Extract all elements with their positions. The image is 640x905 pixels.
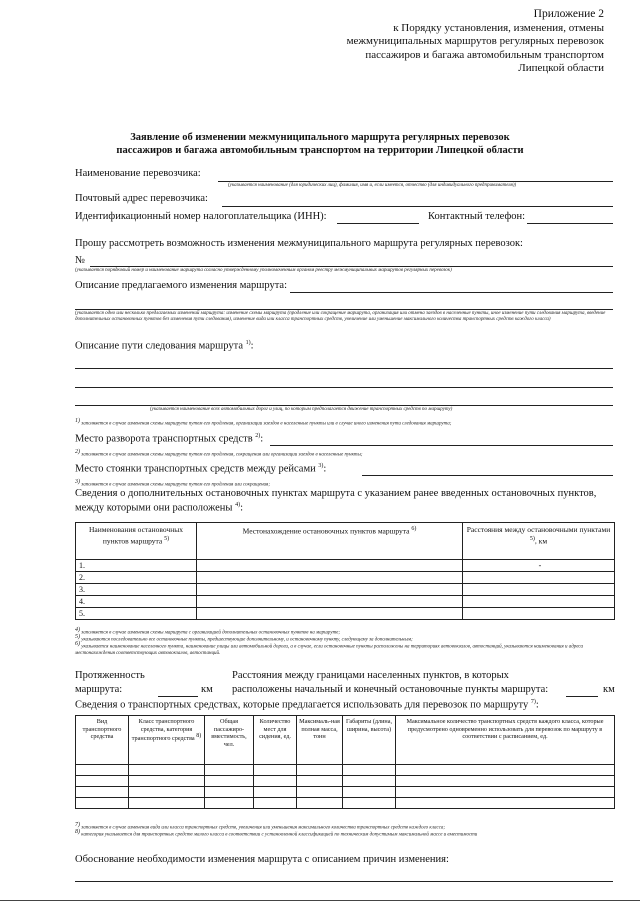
stops-info-line-2: между которыми они расположены $^{4)}$: [75,502,243,514]
stops-header-location-sup: 6) [411,526,417,532]
appendix-header [347,8,604,76]
vehicle-cell[interactable] [76,765,129,776]
vehicle-cell[interactable] [396,776,615,787]
vehicle-cell[interactable] [343,776,396,787]
stop-distance-cell[interactable]: - [463,560,615,572]
appendix-line-2: к Порядку установления, изменения, отмены [393,21,604,34]
distance-text-line-2: расположены начальный и конечный остановочные пункты маршрута: [232,684,549,695]
vehicle-cell[interactable] [343,787,396,798]
vehicle-cell[interactable] [205,787,254,798]
parking-label: Место стоянки транспортных средств между рейсами $^{3)}$: [75,463,327,475]
justification-field[interactable] [75,881,613,882]
document-title [0,131,640,157]
carrier-name-label: Наименование перевозчика: [75,168,201,179]
vehicle-cell[interactable] [129,765,205,776]
vehicle-cell[interactable] [76,776,129,787]
stop-distance-cell[interactable] [463,596,615,608]
vehicle-type-header: Вид транспортного средства [76,716,129,765]
parking-sup: 3) [318,463,324,469]
vehicle-seats-header: Количество мест для сидения, ед. [254,716,297,765]
table-row [76,572,615,584]
route-number-field[interactable] [90,266,613,267]
vehicle-cell[interactable] [205,765,254,776]
title-line-2: пассажиров и багажа автомобильным транспортом на территории Липецкой области [116,145,524,156]
vehicle-cell[interactable] [343,798,396,809]
stops-table [75,522,615,620]
footnote-3-text: заполняется в случае изменения схемы маршрута путем его продления или сокращения; [81,482,271,488]
appendix-line-4: пассажиров и багажа автомобильным транспортом [365,48,604,61]
carrier-name-hint: (указывается наименование (для юридических лиц), фамилия, имя и, если имеется, отчество (для индивидуального предпринимателя)) [228,183,517,188]
stops-header-name-text: Наименования остановочных пунктов маршрута [88,525,184,545]
stop-distance-cell[interactable] [463,584,615,596]
vehicle-cell[interactable] [205,798,254,809]
request-text: Прошу рассмотреть возможность изменения межмуниципального маршрута регулярных перевозок: [75,238,523,249]
title-line-1: Заявление об изменении межмуниципального маршрута регулярных перевозок [130,132,510,143]
stop-location-cell[interactable] [197,608,463,620]
vehicle-cell[interactable] [254,776,297,787]
stop-number[interactable]: 5. [76,608,197,620]
route-path-field-2[interactable] [75,387,613,388]
vehicles-info-sup: 7) [530,699,536,705]
route-length-km: км [201,684,213,695]
vehicle-class-header-text: Класс транспортного средства, категория транспортного средства [131,718,195,743]
vehicle-capacity-header: Общая пассажиро-вместимость, чел. [205,716,254,765]
distance-km: км [603,684,615,695]
vehicle-cell[interactable] [396,787,615,798]
footnote-8-text: категория указывается для транспортных средств малого класса в соответствии с установленной классификацией по техническим допустимым максимальной массе и вместимости [81,832,478,838]
appendix-line-5: Липецкой области [518,62,604,74]
vehicles-info-text: Сведения о транспортных средствах, которые предлагается использовать для перевозок по маршруту [75,699,529,711]
table-row [76,776,615,787]
stops-table-header [76,523,615,560]
vehicle-cell[interactable] [129,798,205,809]
table-row [76,608,615,620]
stops-header-distance: Расстояния между остановочными пунктами $^{5)}$, км [463,523,615,560]
vehicle-cell[interactable] [343,765,396,776]
route-length-label-2: маршрута: [75,684,123,695]
footnote-6-text: указывается наименование населенного пункта, наименование улицы или автомобильной дороги, а в случае, если остановочные пункты расположены на территориях автовокзалов, автостанций, указываются наименования и адреса местонахождения соответствующих автовокзалов, автостанций. [75,644,584,656]
route-path-label-text: Описание пути следования маршрута [75,340,243,352]
vehicle-cell[interactable] [297,776,343,787]
stop-number[interactable]: 3. [76,584,197,596]
stop-number[interactable]: 1. [76,560,197,572]
route-path-field-3[interactable] [75,405,613,406]
carrier-name-field[interactable] [218,181,613,182]
stop-number[interactable]: 2. [76,572,197,584]
route-length-field[interactable] [158,696,198,697]
footnote-1: $^{1)}$ заполняется в случае изменения схемы маршрута путем его продления, организации заездов в населенные пункты или в случае иного изменения пути следования маршрута; [75,418,452,427]
parking-label-text: Место стоянки транспортных средств между рейсами [75,463,316,475]
parking-field[interactable] [362,475,613,476]
stop-location-cell[interactable] [197,584,463,596]
footnote-5: $^{5)}$ указываются последовательно все остановочные пункты, предшествующие дополнительному, и остановочному пункту, следующему за дополнительным; [75,634,413,643]
route-path-label: Описание пути следования маршрута $^{1)}$: [75,340,254,352]
table-row [76,596,615,608]
vehicle-class-header-sup: 8) [196,733,202,739]
stops-header-location-text: Местонахождение остановочных пунктов маршрута [242,526,410,536]
inn-field[interactable] [337,223,419,224]
vehicle-cell[interactable] [396,765,615,776]
change-description-label: Описание предлагаемого изменения маршрута: [75,280,287,291]
postal-address-field[interactable] [222,206,613,207]
change-description-field-2[interactable] [75,309,613,310]
stops-header-name [76,523,197,560]
stop-location-cell[interactable] [197,596,463,608]
vehicle-dimensions-header: Габариты (длина, ширина, высота) [343,716,396,765]
change-description-field[interactable] [290,292,613,293]
footnote-2-text: заполняется в случае изменения схемы маршрута путем его продления, сокращения или организации заездов в населенные пункты; [81,452,363,458]
turnaround-sup: 2) [255,433,261,439]
distance-field[interactable] [566,696,598,697]
inn-label: Идентификационный номер налогоплательщика (ИНН): [75,211,327,222]
footnote-8: $^{8)}$ категория указывается для транспортных средств малого класса в соответствии с установленной классификацией по техническим допустимым максимальной массе и вместимости [75,829,478,838]
stops-info-sup: 4) [235,502,241,508]
stop-distance-cell[interactable] [463,608,615,620]
route-path-field-1[interactable] [75,368,613,369]
vehicle-cell[interactable] [205,776,254,787]
stops-info-line-1: Сведения о дополнительных остановочных пунктах маршрута с указанием ранее введенных остановочных пунктов, [75,488,597,499]
stops-header-distance-text: Расстояния между остановочными пунктами [466,525,611,534]
vehicle-cell[interactable] [129,776,205,787]
footnote-7-text: заполняется в случае изменения вида или класса транспортных средств, увеличения или уменьшения максимального количества транспортных средств каждого класса; [81,825,446,831]
stop-location-cell[interactable] [197,560,463,572]
vehicle-cell[interactable] [76,787,129,798]
vehicle-cell[interactable] [254,798,297,809]
route-path-hint: (указывается наименование всех автомобильных дорог и улиц, по которым предполагается движение транспортных средств по маршруту) [150,407,453,412]
stop-number[interactable]: 4. [76,596,197,608]
route-length-label-1: Протяженность [75,670,145,681]
route-number-hint: (указывается порядковый номер и наименование маршрута согласно утвержденному уполномоченным органом реестру межмуниципальных маршрутов регулярных перевозок) [75,268,452,273]
table-row [76,787,615,798]
footnote-3: $^{3)}$ заполняется в случае изменения схемы маршрута путем его продления или сокращения; [75,479,271,488]
stop-distance-cell[interactable] [463,572,615,584]
vehicle-cell[interactable] [254,787,297,798]
vehicle-cell[interactable] [297,787,343,798]
change-description-hint: (указывается одно или несколько предлагаемых изменений маршрута: изменение схемы маршрута (продление или сокращение маршрута, организация или отмена заездов в населенные пункты, иное изменение пути следования маршрута, введение дополнительных остановочных пунктов без изменения пути следования), изменение вида или класса транспортных средств, увеличение или уменьшение максимального количества транспортных средств каждого класса) [75,311,606,322]
table-row [76,798,615,809]
vehicle-cell[interactable] [396,798,615,809]
table-row [76,584,615,596]
turnaround-label: Место разворота транспортных средств $^{2)}$: [75,433,264,445]
vehicle-cell[interactable] [129,787,205,798]
footnote-5-text: указываются последовательно все остановочные пункты, предшествующие дополнительному, и остановочному пункту, следующему за дополнительным; [81,637,413,643]
vehicle-cell[interactable] [297,798,343,809]
stops-header-location [197,523,463,560]
stops-header-name-sup: 5) [164,535,170,542]
route-number-label: № [75,255,86,266]
justification-label: Обоснование необходимости изменения маршрута с описанием причин изменения: [75,854,449,865]
vehicle-cell[interactable] [76,798,129,809]
vehicle-cell[interactable] [254,765,297,776]
footnote-1-text: заполняется в случае изменения схемы маршрута путем его продления, организации заездов в населенные пункты или в случае иного изменения пути следования маршрута; [81,421,452,427]
turnaround-field[interactable] [270,445,613,446]
phone-field[interactable] [527,223,613,224]
stops-header-distance-sup: 5) [529,535,535,542]
table-row [76,765,615,776]
phone-label: Контактный телефон: [428,211,526,222]
vehicle-max-count-header: Максимальное количество транспортных средств каждого класса, которые предусмотрено одновременно использовать для перевозок по маршруту в соответствии с расписанием, ед. [396,716,615,765]
appendix-line-3: межмуниципальных маршрутов регулярных перевозок [346,35,604,47]
vehicles-table-header [76,716,615,765]
vehicle-class-header [129,716,205,765]
footnote-4-text: заполняется в случае изменения схемы маршрута с организацией дополнительных остановочных пунктов на маршруте; [81,630,341,636]
distance-text-line-1: Расстояния между границами населенных пунктов, в которых [232,670,509,681]
vehicles-table [75,715,615,809]
route-path-sup: 1) [245,340,251,346]
appendix-line-1: Приложение 2 [533,8,604,20]
footnote-2: $^{2)}$ заполняется в случае изменения схемы маршрута путем его продления, сокращения или организации заездов в населенные пункты; [75,449,363,458]
stop-location-cell[interactable] [197,572,463,584]
footnote-7: $^{7)}$ заполняется в случае изменения вида или класса транспортных средств, увеличения или уменьшения максимального количества транспортных средств каждого класса; [75,822,446,831]
footnote-4: $^{4)}$ заполняется в случае изменения схемы маршрута с организацией дополнительных остановочных пунктов на маршруте; [75,627,341,636]
vehicle-cell[interactable] [297,765,343,776]
vehicles-info-label: Сведения о транспортных средствах, которые предлагается использовать для перевозок по маршруту $^{7)}$: [75,699,539,711]
turnaround-label-text: Место разворота транспортных средств [75,433,253,445]
footnote-6: $^{6)}$ указывается наименование населенного пункта, наименование улицы или автомобильной дороги, а в случае, если остановочные пункты расположены на территориях автовокзалов, автостанций, указываются наименования и адреса местонахождения соответствующих автовокзалов, автостанций. [75,641,584,656]
page-bottom-edge [0,900,640,901]
vehicle-mass-header: Максималь-ная полная масса, тонн [297,716,343,765]
stops-info-line-2-text: между которыми они расположены [75,502,233,514]
postal-address-label: Почтовый адрес перевозчика: [75,193,208,204]
table-row [76,560,615,572]
stops-header-km: км [538,536,548,545]
